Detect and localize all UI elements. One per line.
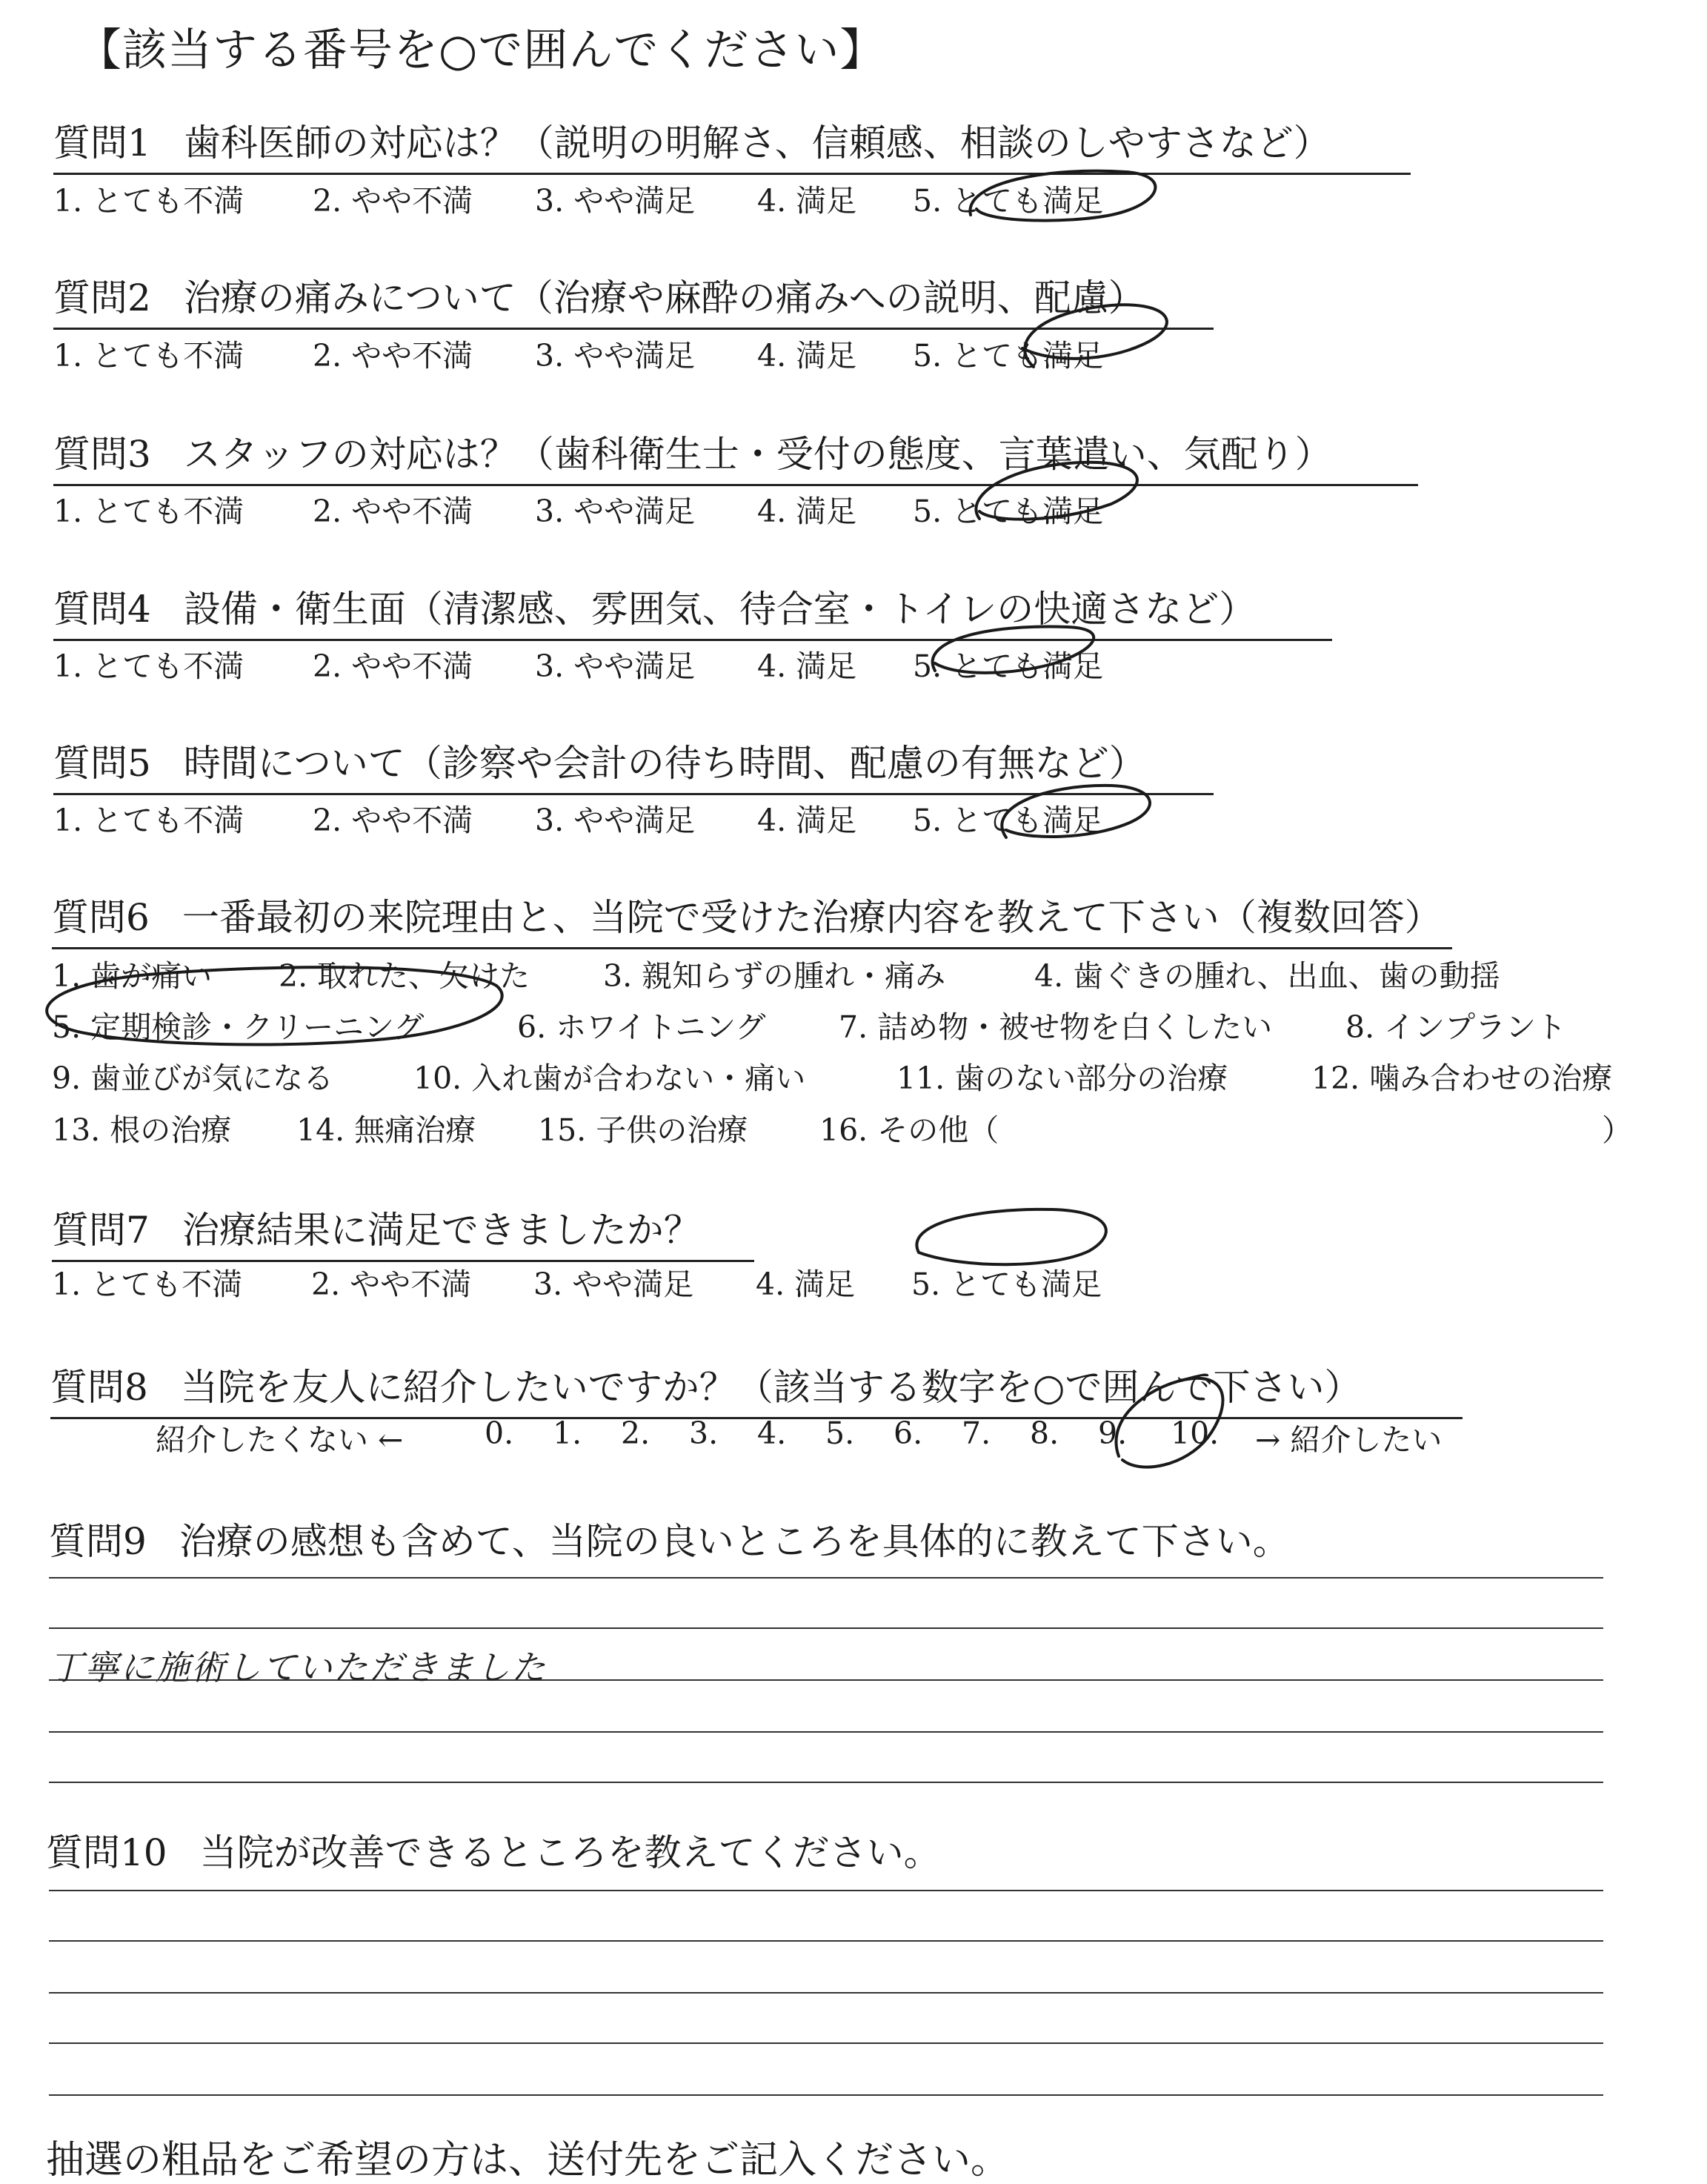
q10-line-3[interactable] [49, 1992, 1603, 1994]
q8-option-10[interactable]: 10. [1171, 1415, 1219, 1451]
q5-option-5[interactable]: 5. とても満足 [913, 803, 1104, 838]
q6-option-9[interactable]: 9. 歯並びが気になる [52, 1061, 334, 1096]
q7-option-2[interactable]: 2. やや不満 [311, 1267, 472, 1302]
q8-option-0[interactable]: 0. [485, 1415, 514, 1451]
q6-other-close-paren: ） [1602, 1112, 1632, 1148]
q1-option-1[interactable]: 1. とても不満 [53, 183, 244, 219]
question-8-label: 質問8 [50, 1366, 148, 1409]
q7-option-4[interactable]: 4. 満足 [756, 1267, 856, 1302]
q8-option-3[interactable]: 3. [689, 1415, 719, 1451]
q2-option-1[interactable]: 1. とても不満 [53, 338, 244, 374]
question-6-heading [52, 888, 1452, 949]
question-4-heading [53, 580, 1332, 641]
form-title: 【該当する番号を○で囲んでください】 [77, 24, 885, 76]
question-8-heading [50, 1358, 1463, 1419]
q5-option-2[interactable]: 2. やや不満 [313, 803, 473, 838]
q4-option-2[interactable]: 2. やや不満 [313, 648, 473, 684]
q10-line-2[interactable] [49, 1940, 1603, 1942]
q8-option-7[interactable]: 7. [962, 1415, 991, 1451]
q3-option-3[interactable]: 3. やや満足 [535, 494, 696, 529]
question-7-heading [52, 1201, 754, 1262]
question-2-heading [53, 268, 1214, 330]
q4-option-3[interactable]: 3. やや満足 [535, 648, 696, 684]
q8-option-8[interactable]: 8. [1030, 1415, 1059, 1451]
q9-line-2 [49, 1627, 1603, 1629]
q2-option-2[interactable]: 2. やや不満 [313, 338, 473, 374]
q6-option-12[interactable]: 12. 噛み合わせの治療 [1311, 1061, 1613, 1096]
q6-option-13[interactable]: 13. 根の治療 [52, 1112, 232, 1148]
q5-option-1[interactable]: 1. とても不満 [53, 803, 244, 838]
q4-option-5[interactable]: 5. とても満足 [913, 648, 1104, 684]
q9-line-4 [49, 1731, 1603, 1733]
q10-line-1[interactable] [49, 1890, 1603, 1891]
q4-option-1[interactable]: 1. とても不満 [53, 648, 244, 684]
q2-option-4[interactable]: 4. 満足 [757, 338, 857, 374]
q6-option-15[interactable]: 15. 子供の治療 [538, 1112, 748, 1148]
question-10-label: 質問10 [46, 1831, 167, 1874]
q4-option-4[interactable]: 4. 満足 [757, 648, 857, 684]
q9-line-5 [49, 1782, 1603, 1783]
q8-left-label: 紹介したくない ← [156, 1422, 404, 1458]
q3-option-2[interactable]: 2. やや不満 [313, 494, 473, 529]
q6-option-16[interactable]: 16. その他（ [819, 1112, 999, 1148]
question-5-label: 質問5 [53, 742, 151, 785]
question-3-text: スタッフの対応は？（歯科衛生士・受付の態度、言葉遣い、気配り） [183, 433, 1332, 476]
q8-option-1[interactable]: 1. [553, 1415, 582, 1451]
q6-option-2[interactable]: 2. 取れた、欠けた [279, 958, 530, 994]
q1-option-2[interactable]: 2. やや不満 [313, 183, 473, 219]
q8-option-6[interactable]: 6. [894, 1415, 923, 1451]
q6-option-8[interactable]: 8. インプラント [1345, 1009, 1567, 1045]
q7-option-3[interactable]: 3. やや満足 [533, 1267, 694, 1302]
question-6-label: 質問6 [52, 896, 150, 939]
q10-line-4[interactable] [49, 2042, 1603, 2044]
question-5-text: 時間について（診察や会計の待ち時間、配慮の有無など） [183, 742, 1146, 785]
question-5-heading [53, 734, 1214, 795]
q3-option-1[interactable]: 1. とても不満 [53, 494, 244, 529]
footer-note: 抽選の粗品をご希望の方は、送付先をご記入ください。 [46, 2138, 1010, 2183]
q10-line-5[interactable] [49, 2094, 1603, 2096]
question-7-label: 質問7 [52, 1209, 150, 1252]
q2-option-3[interactable]: 3. やや満足 [535, 338, 696, 374]
question-10-heading [46, 1823, 941, 1876]
question-4-text: 設備・衛生面（清潔感、雰囲気、待合室・トイレの快適さなど） [183, 588, 1257, 631]
q3-option-4[interactable]: 4. 満足 [757, 494, 857, 529]
question-9-text: 治療の感想も含めて、当院の良いところを具体的に教えて下さい。 [179, 1520, 1290, 1563]
question-1-label: 質問1 [53, 122, 151, 165]
question-7-text: 治療結果に満足できましたか？ [182, 1209, 701, 1252]
question-4-label: 質問4 [53, 588, 151, 631]
question-10-text: 当院が改善できるところを教えてください。 [199, 1831, 941, 1874]
q1-option-3[interactable]: 3. やや満足 [535, 183, 696, 219]
q2-option-5[interactable]: 5. とても満足 [913, 338, 1104, 374]
q1-option-4[interactable]: 4. 満足 [757, 183, 857, 219]
q9-line-1 [49, 1577, 1603, 1579]
q1-option-5[interactable]: 5. とても満足 [913, 183, 1104, 219]
question-2-text: 治療の痛みについて（治療や麻酔の痛みへの説明、配慮） [183, 276, 1145, 319]
question-8-text: 当院を友人に紹介したいですか？（該当する数字を○で囲んで下さい） [180, 1366, 1362, 1409]
q6-option-3[interactable]: 3. 親知らずの腫れ・痛み [603, 958, 946, 994]
q6-option-1[interactable]: 1. 歯が痛い [52, 958, 213, 994]
q5-option-4[interactable]: 4. 満足 [757, 803, 857, 838]
q7-answer-circle [916, 1209, 1105, 1264]
q6-option-5[interactable]: 5. 定期検診・クリーニング [52, 1009, 425, 1045]
q8-right-label: → 紹介したい [1255, 1422, 1443, 1458]
q6-option-7[interactable]: 7. 詰め物・被せ物を白くしたい [839, 1009, 1273, 1045]
q5-option-3[interactable]: 3. やや満足 [535, 803, 696, 838]
question-3-heading [53, 425, 1418, 486]
question-9-heading [49, 1512, 1290, 1565]
q8-option-9[interactable]: 9. [1098, 1415, 1128, 1451]
q8-option-4[interactable]: 4. [757, 1415, 787, 1451]
q6-option-6[interactable]: 6. ホワイトニング [517, 1009, 766, 1045]
q7-option-1[interactable]: 1. とても不満 [52, 1267, 243, 1302]
question-3-label: 質問3 [53, 433, 151, 476]
q9-handwritten-answer: 丁寧に施術していただきました [49, 1647, 547, 1687]
q8-option-2[interactable]: 2. [621, 1415, 650, 1451]
question-1-heading [53, 113, 1411, 175]
q7-option-5[interactable]: 5. とても満足 [911, 1267, 1102, 1302]
q6-option-11[interactable]: 11. 歯のない部分の治療 [896, 1061, 1228, 1096]
question-6-text: 一番最初の来院理由と、当院で受けた治療内容を教えて下さい（複数回答） [182, 896, 1442, 939]
question-1-text: 歯科医師の対応は？（説明の明解さ、信頼感、相談のしやすさなど） [183, 122, 1331, 165]
q6-option-10[interactable]: 10. 入れ歯が合わない・痛い [413, 1061, 806, 1096]
q6-option-4[interactable]: 4. 歯ぐきの腫れ、出血、歯の動揺 [1034, 958, 1500, 994]
question-9-label: 質問9 [49, 1520, 147, 1563]
q6-option-14[interactable]: 14. 無痛治療 [296, 1112, 476, 1148]
q3-option-5[interactable]: 5. とても満足 [913, 494, 1104, 529]
q8-option-5[interactable]: 5. [825, 1415, 855, 1451]
question-2-label: 質問2 [53, 276, 151, 319]
